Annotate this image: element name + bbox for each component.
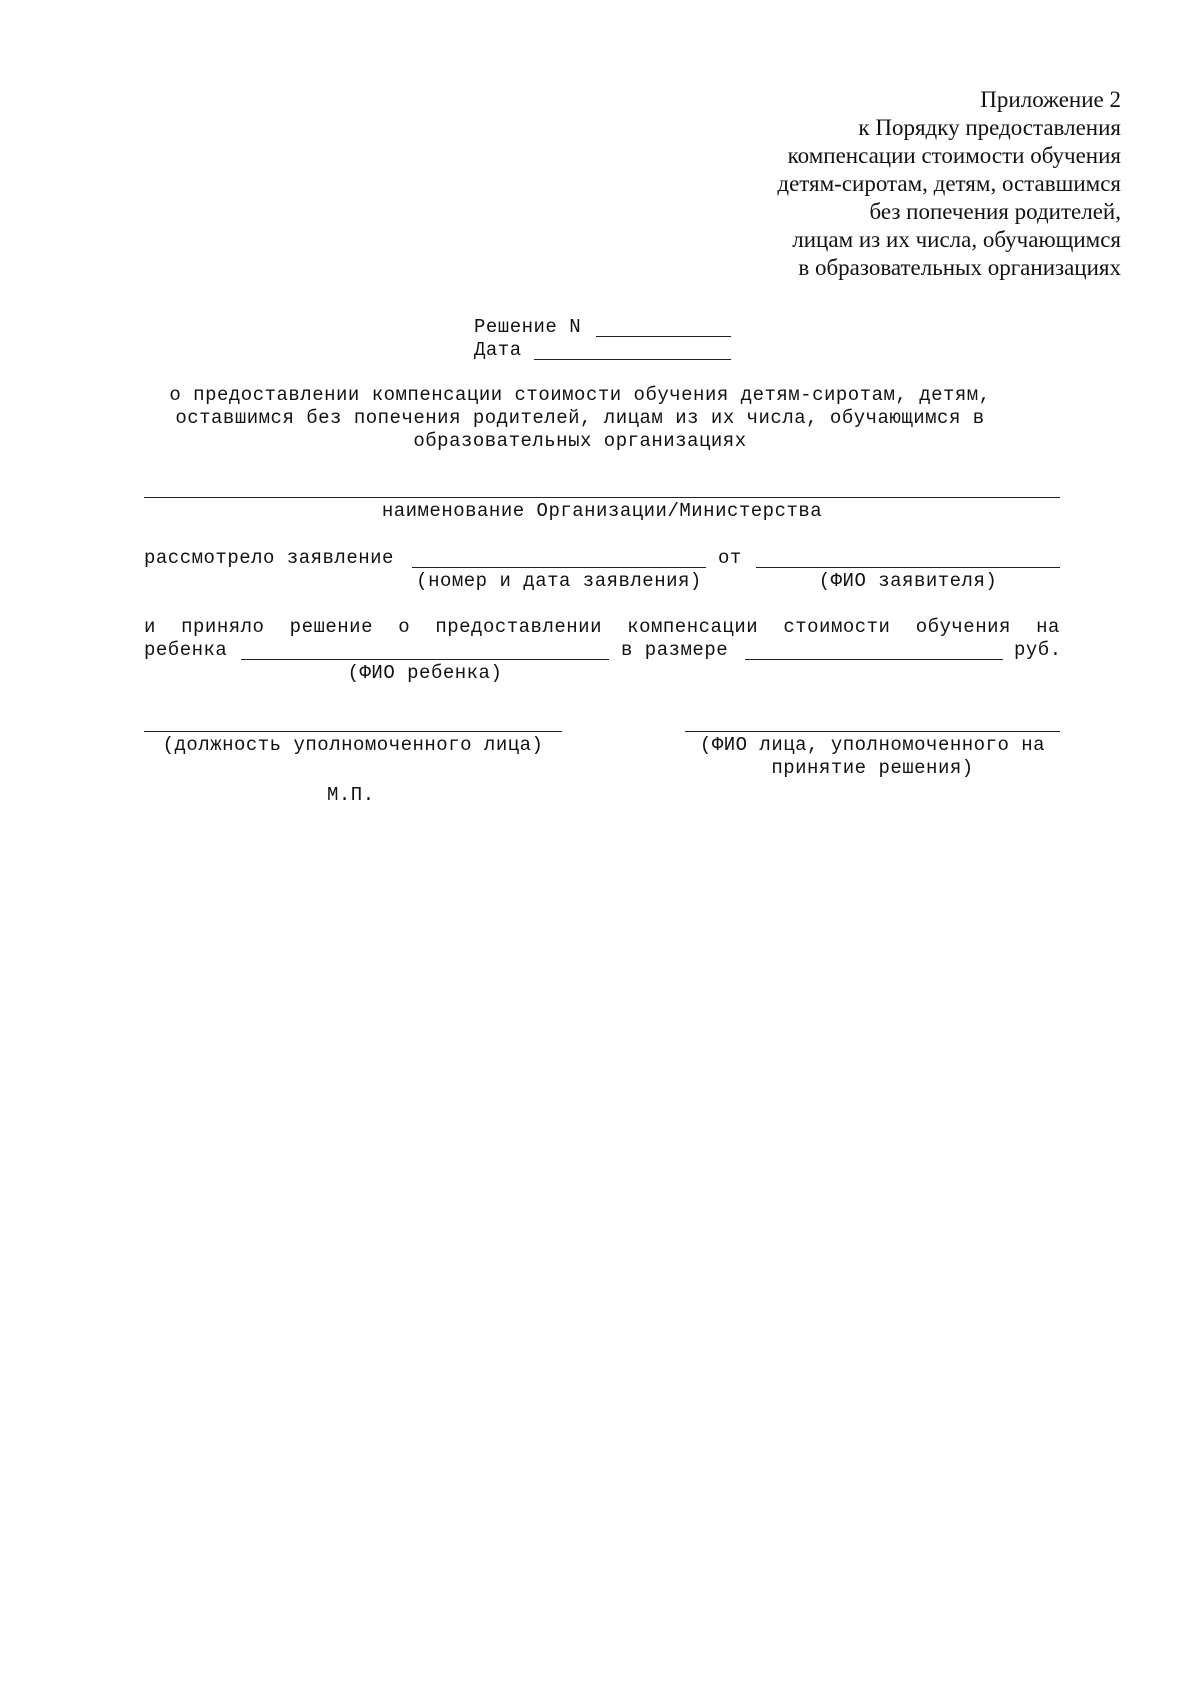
- authorized-name-caption: (ФИО лица, уполномоченного на: [699, 734, 1046, 756]
- decision-date-field[interactable]: [534, 359, 731, 360]
- resolution-word: решение: [289, 616, 373, 638]
- appendix-header: [777, 86, 1121, 282]
- seal-label: М.П.: [327, 784, 375, 806]
- authorized-name-field[interactable]: [685, 731, 1060, 732]
- appendix-line: детям-сиротам, детям, оставшимся: [777, 171, 1121, 196]
- from-label: от: [718, 547, 742, 569]
- currency-label: руб.: [1014, 639, 1062, 661]
- amount-field[interactable]: [745, 659, 1003, 660]
- appendix-line: без попечения родителей,: [869, 199, 1121, 224]
- organization-name-field[interactable]: [144, 497, 1060, 498]
- child-label: ребенка: [144, 639, 228, 661]
- appendix-line: Приложение 2: [980, 87, 1121, 112]
- organization-caption: наименование Организации/Министерства: [381, 500, 823, 522]
- child-caption: (ФИО ребенка): [347, 662, 503, 684]
- resolution-word: предоставлении: [435, 616, 602, 638]
- applicant-caption: (ФИО заявителя): [818, 570, 998, 592]
- appendix-line: компенсации стоимости обучения: [787, 143, 1121, 168]
- resolution-word: обучения: [915, 616, 1011, 638]
- position-caption: (должность уполномоченного лица): [162, 734, 544, 756]
- resolution-word: о: [398, 616, 411, 638]
- decision-number-label: Решение N: [474, 316, 582, 338]
- resolution-line: [144, 616, 1060, 639]
- amount-label: в размере: [621, 639, 729, 661]
- decision-subject-line: о предоставлении компенсации стоимости обучения детям-сиротам, детям,: [169, 384, 991, 406]
- application-field[interactable]: [412, 567, 706, 568]
- review-label: рассмотрело заявление: [144, 547, 394, 569]
- resolution-word: приняло: [181, 616, 265, 638]
- position-field[interactable]: [144, 731, 562, 732]
- child-name-field[interactable]: [241, 659, 609, 660]
- resolution-word: на: [1036, 616, 1060, 638]
- decision-subject-line: образовательных организациях: [413, 430, 747, 452]
- decision-subject-line: оставшимся без попечения родителей, лицам из их числа, обучающимся в: [175, 407, 985, 429]
- appendix-line: лицам из их числа, обучающимся: [792, 227, 1121, 252]
- authorized-name-caption: принятие решения): [771, 757, 974, 779]
- application-caption: (номер и дата заявления): [416, 570, 702, 592]
- applicant-field[interactable]: [756, 567, 1060, 568]
- decision-date-label: Дата: [474, 339, 522, 361]
- resolution-word: и: [144, 616, 156, 638]
- decision-number-field[interactable]: [596, 336, 731, 337]
- resolution-word: стоимости: [783, 616, 891, 638]
- resolution-word: компенсации: [627, 616, 759, 638]
- appendix-line: к Порядку предоставления: [858, 115, 1121, 140]
- appendix-line: в образовательных организациях: [798, 255, 1121, 280]
